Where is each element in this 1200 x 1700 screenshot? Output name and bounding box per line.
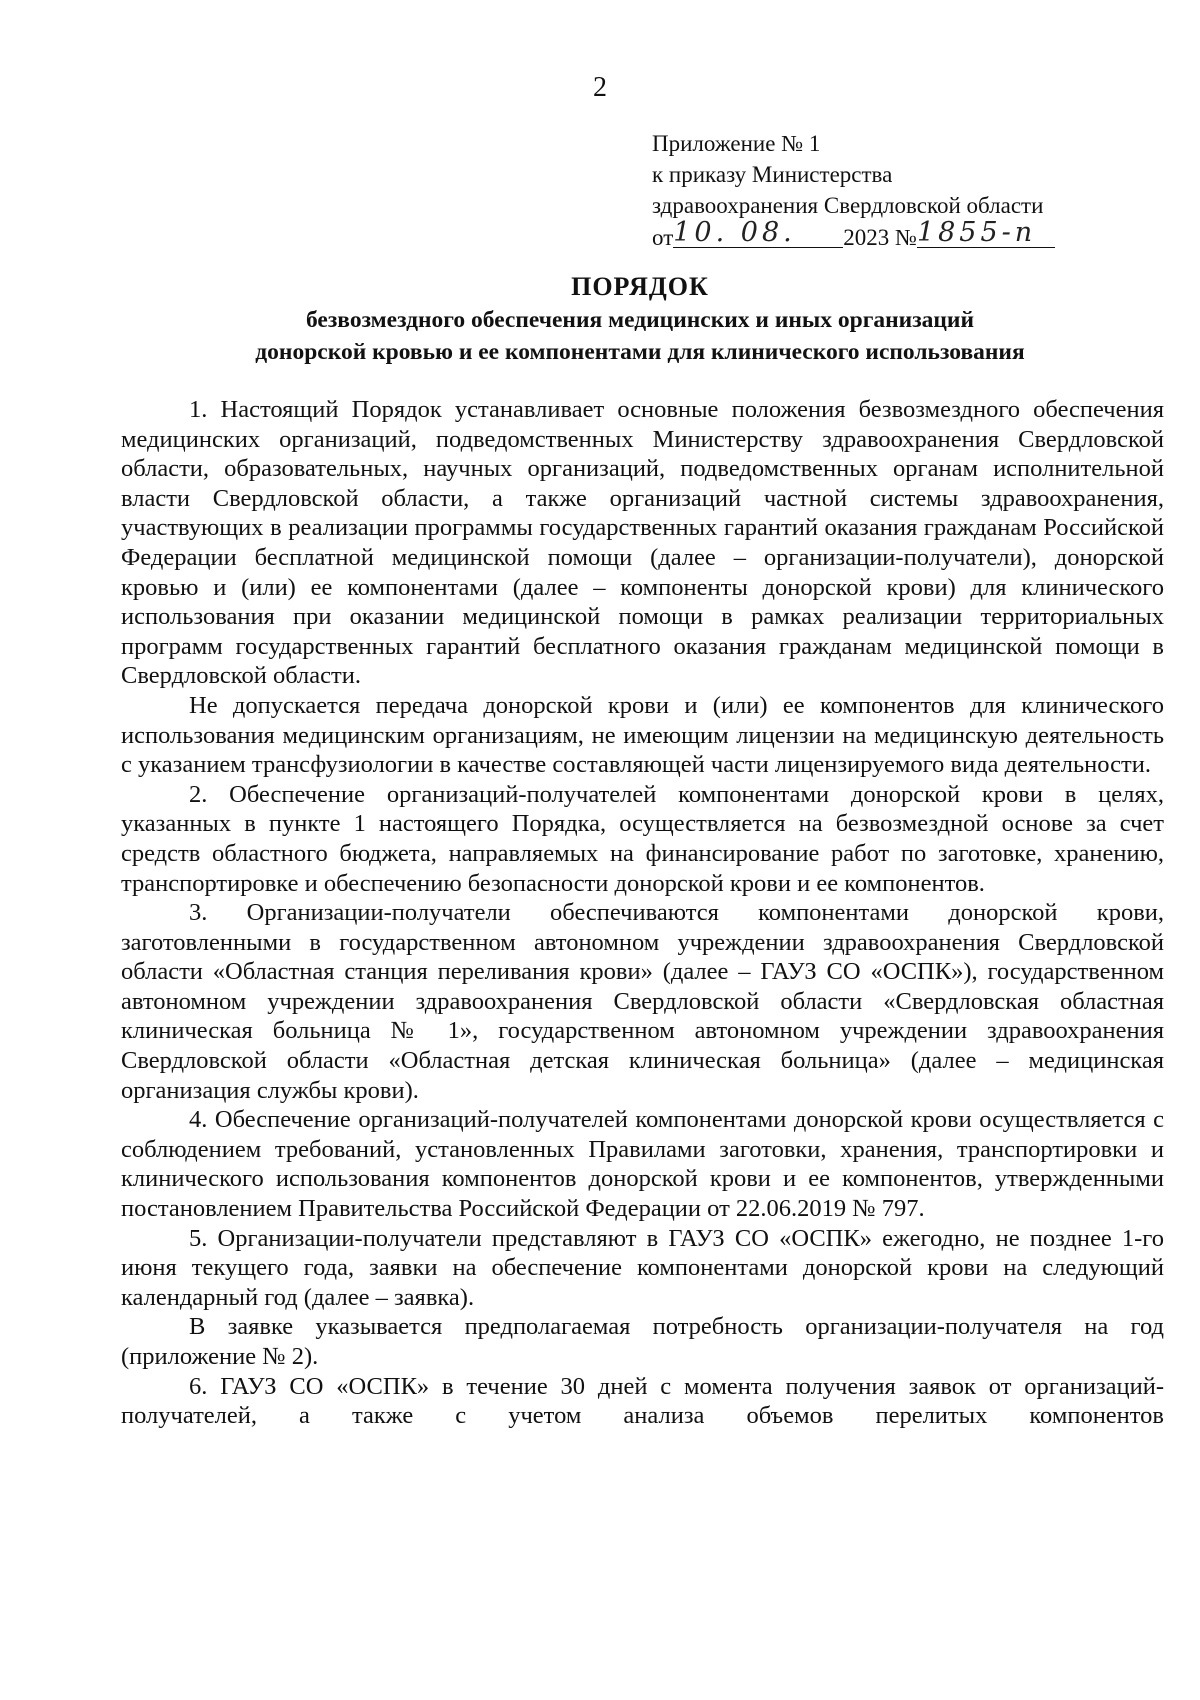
appendix-header <box>652 128 1112 253</box>
paragraph-3: 3. Организации-получатели обеспечиваются компонентами донорской крови, заготовленными в государственном автономном учреждении здравоохранения Свердловской области «Областная станция переливания крови» (далее – ГАУЗ СО «ОСПК»), государственном автономном учреждении здравоохранения Свердловской области «Свердловская областная клиническая больница № 1», государственном автономном учреждении здравоохранения Свердловской области «Областная детская клиническая больница» (далее – медицинская организация службы крови). <box>121 899 1164 1104</box>
document-title <box>120 270 1160 368</box>
handwritten-number: 1855-п <box>916 217 1037 248</box>
date-prefix: от <box>652 225 674 250</box>
appendix-line-3: здравоохранения Свердловской области <box>652 193 1044 218</box>
handwritten-date: 10. 08. <box>673 217 796 248</box>
title-subtitle-line-1: безвозмездного обеспечения медицинских и иных организаций <box>305 307 975 333</box>
appendix-line-1: Приложение № 1 <box>652 131 821 156</box>
document-body <box>121 395 1164 1431</box>
paragraph-6: 6. ГАУЗ СО «ОСПК» в течение 30 дней с момента получения заявок от организаций-получателей, а также с учетом анализа объемов перелитых компонентов <box>121 1372 1164 1430</box>
number-prefix: № <box>895 225 917 250</box>
number-field <box>916 217 1055 248</box>
date-field <box>673 217 843 248</box>
paragraph-2: 2. Обеспечение организаций-получателей компонентами донорской крови в целях, указанных в пункте 1 настоящего Порядка, осуществляется на безвозмездной основе за счет средств областного бюджета, направляемых на финансирование работ по заготовке, хранению, транспортировке и обеспечению безопасности донорской крови и ее компонентов. <box>121 780 1164 897</box>
paragraph-1: 1. Настоящий Порядок устанавливает основные положения безвозмездного обеспечения медицинских организаций, подведомственных Министерству здравоохранения Свердловской области, образовательных, научных организаций, подведомственных органам исполнительной власти Свердловской области, а также организаций частной системы здравоохранения, участвующих в реализации программы государственных гарантий оказания гражданам Российской Федерации бесплатной медицинской помощи (далее – организации-получатели), донорской кровью и (или) ее компонентами (далее – компоненты донорской крови) для клинического использования при оказании медицинской помощи в рамках реализации территориальных программ государственных гарантий бесплатного оказания гражданам медицинской помощи в Свердловской области. <box>121 396 1164 690</box>
paragraph-5-note: В заявке указывается предполагаемая потребность организации-получателя на год (приложение № 2). <box>121 1313 1164 1370</box>
appendix-line-2: к приказу Министерства <box>652 162 893 187</box>
year: 2023 <box>843 225 890 250</box>
paragraph-1-note: Не допускается передача донорской крови и (или) ее компонентов для клинического использования медицинским организациям, не имеющим лицензии на медицинскую деятельность с указанием трансфузиологии в качестве составляющей части лицензируемого вида деятельности. <box>121 691 1164 779</box>
appendix-date-line <box>652 217 1112 253</box>
paragraph-5: 5. Организации-получатели представляют в ГАУЗ СО «ОСПК» ежегодно, не позднее 1-го июня текущего года, заявки на обеспечение компонентами донорской крови на следующий календарный год (далее – заявка). <box>121 1224 1164 1311</box>
title-main: ПОРЯДОК <box>571 272 709 301</box>
title-subtitle-line-2: донорской кровью и ее компонентами для клинического использования <box>255 339 1025 365</box>
paragraph-4: 4. Обеспечение организаций-получателей компонентами донорской крови осуществляется с соблюдением требований, установленных Правилами заготовки, хранения, транспортировки и клинического использования компонентов донорской крови и ее компонентов, утвержденными постановлением Правительства Российской Федерации от 22.06.2019 № 797. <box>121 1106 1164 1223</box>
page-number: 2 <box>593 72 607 103</box>
